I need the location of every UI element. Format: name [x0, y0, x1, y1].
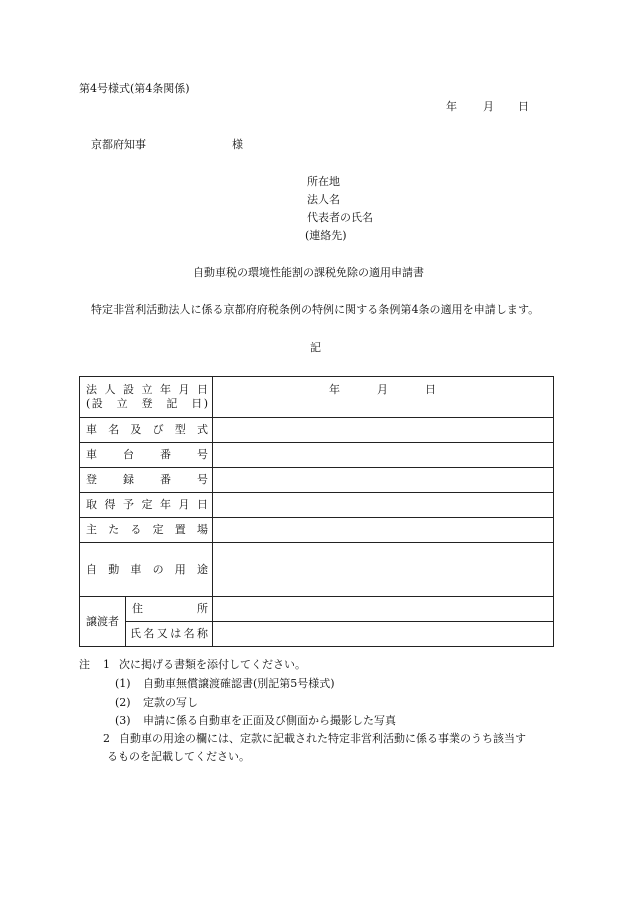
- note-1-item-number: (3): [115, 714, 131, 727]
- usage-field[interactable]: [213, 543, 554, 597]
- vehicle-name-label: 車名及び型式: [80, 418, 213, 443]
- row-vehicle-usage: [80, 543, 554, 597]
- chassis-label: 車 台 番 号: [80, 443, 213, 468]
- transferor-name-field[interactable]: [213, 622, 554, 647]
- note-2-line-1: 自動車の用途の欄には、定款に記載された特定非営利活動に係る事業のうち該当す: [119, 732, 526, 745]
- transferor-address-label: 住 所: [126, 597, 213, 622]
- form-number: 第4号様式(第4条関係): [79, 82, 190, 95]
- registration-label: 登 録 番 号: [80, 468, 213, 493]
- note-1-text: 次に掲げる書類を添付してください。: [119, 658, 306, 671]
- date-day: 日: [518, 100, 529, 113]
- registration-field[interactable]: [213, 468, 554, 493]
- storage-location-field[interactable]: [213, 518, 554, 543]
- row-establishment-date: [80, 377, 554, 418]
- est-day: 日: [425, 383, 436, 396]
- date-year: 年: [446, 100, 457, 113]
- est-date-field[interactable]: [213, 377, 554, 418]
- applicant-corp-name-label: 法人名: [307, 193, 340, 206]
- row-storage-location: [80, 518, 554, 543]
- row-transferor-address: [80, 597, 554, 622]
- note-1-item-text: 定款の写し: [143, 696, 198, 709]
- storage-location-label: 主たる定置場: [80, 518, 213, 543]
- row-transferor-name: [80, 622, 554, 647]
- transferor-name-label: 氏名又は名称: [126, 622, 213, 647]
- transferor-label: 譲渡者: [80, 597, 126, 647]
- chassis-field[interactable]: [213, 443, 554, 468]
- usage-label: 自動車の用途: [80, 543, 213, 597]
- acquisition-date-label: 取得予定年月日: [80, 493, 213, 518]
- addressee-honorific: 様: [232, 138, 243, 151]
- note-1-item-text: 申請に係る自動車を正面及び側面から撮影した写真: [143, 714, 396, 727]
- application-table: [79, 376, 554, 647]
- note-1-number: 1: [103, 658, 110, 671]
- date-month: 月: [483, 100, 494, 113]
- note-1-item-number: (2): [115, 696, 131, 709]
- transferor-address-field[interactable]: [213, 597, 554, 622]
- row-acquisition-date: [80, 493, 554, 518]
- note-2-number: 2: [103, 732, 110, 745]
- note-head: 注: [79, 658, 90, 671]
- intro-text: 特定非営利活動法人に係る京都府府税条例の特例に関する条例第4条の適用を申請します。: [91, 303, 540, 316]
- note-2-line-2: るものを記載してください。: [107, 750, 250, 763]
- note-1-item-number: (1): [115, 677, 131, 690]
- acquisition-date-field[interactable]: [213, 493, 554, 518]
- document-title: 自動車税の環境性能割の課税免除の適用申請書: [193, 266, 424, 279]
- vehicle-name-field[interactable]: [213, 418, 554, 443]
- row-chassis-number: [80, 443, 554, 468]
- applicant-representative-label: 代表者の氏名: [307, 211, 373, 224]
- ki-heading: 記: [310, 341, 321, 354]
- row-vehicle-name: [80, 418, 554, 443]
- applicant-address-label: 所在地: [307, 175, 340, 188]
- addressee-name: 京都府知事: [91, 138, 146, 151]
- est-year: 年: [329, 383, 340, 396]
- row-registration-number: [80, 468, 554, 493]
- applicant-contact-label: (連絡先): [305, 229, 347, 242]
- est-month: 月: [377, 383, 388, 396]
- est-date-label: 法人設立年月日 (設 立 登 記 日): [80, 377, 213, 418]
- note-1-item-text: 自動車無償譲渡確認書(別記第5号様式): [143, 677, 335, 690]
